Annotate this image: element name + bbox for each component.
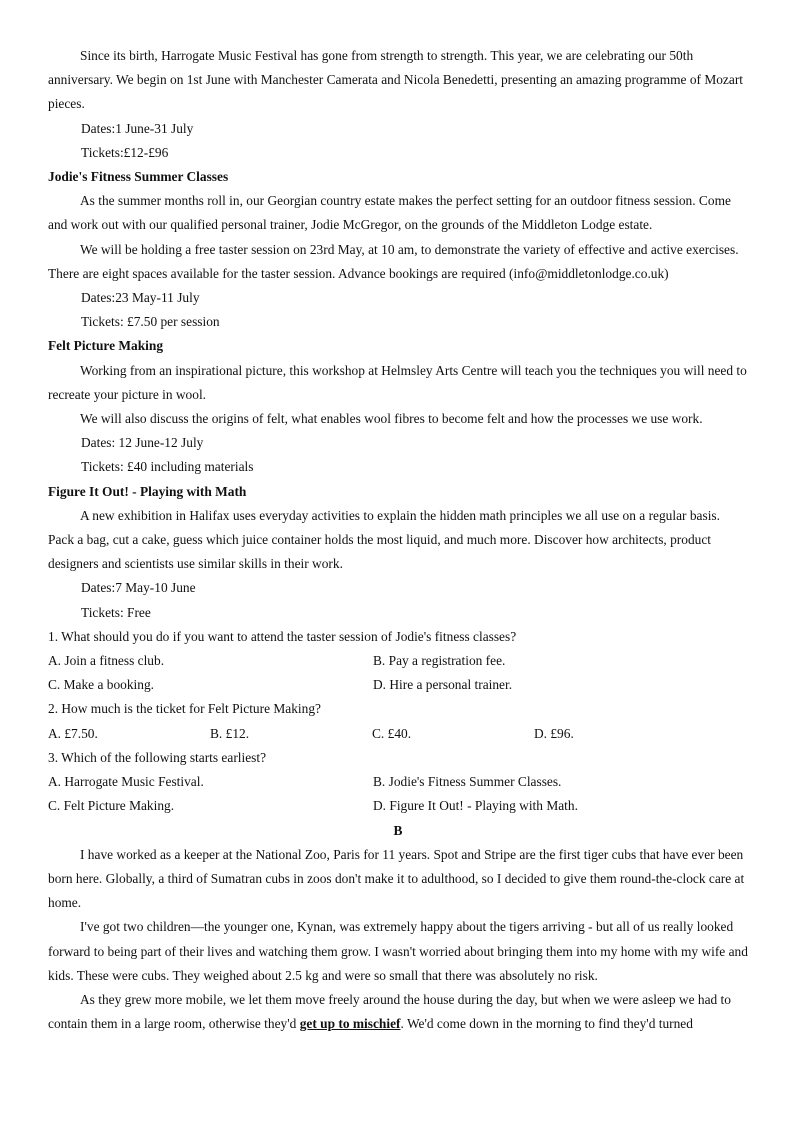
- felt-heading: Felt Picture Making: [48, 338, 164, 354]
- felt-paragraph-1: Working from an inspirational picture, this workshop at Helmsley Arts Centre will teach you the techniques you will need to recreate your picture in wool.: [48, 362, 747, 402]
- option-b: B. £12.: [210, 725, 250, 741]
- option-c: C. £40.: [372, 725, 412, 741]
- math-tickets: Tickets: Free: [81, 604, 151, 620]
- option-a: A. Join a fitness club.: [48, 653, 165, 669]
- jodie-dates: Dates:23 May-11 July: [81, 290, 200, 306]
- document-page: [48, 44, 748, 1036]
- math-heading: Figure It Out! - Playing with Math: [48, 483, 247, 499]
- section-b-paragraph-1: I have worked as a keeper at the National Zoo, Paris for 11 years. Spot and Stripe are the first tiger cubs that have ever been born here. Globally, a third of Sumatran cubs in zoos don't make it to adulthood, so I decided to give them round-the-clock care at home.: [48, 846, 745, 911]
- math-paragraph: A new exhibition in Halifax uses everyday activities to explain the hidden math principles we all use on a regular basis. Pack a bag, cut a cake, guess which juice container holds the most liquid, and much more. Discover how architects, product designers and scientists use similar skills in their work.: [48, 507, 720, 572]
- harrogate-paragraph: Since its birth, Harrogate Music Festival has gone from strength to strength. This year, we are celebrating our 50th anniversary. We begin on 1st June with Manchester Camerata and Nicola Benedetti, presenting an amazing programme of Mozart pieces.: [48, 48, 744, 112]
- paragraph-3-start: As they grew more mobile, we let them move freely around the house during the day, but when we were asleep we had to contain them in a large room, otherwise they'd: [48, 991, 731, 1032]
- option-c: C. Make a booking.: [48, 677, 154, 693]
- question-2-options: [48, 722, 748, 746]
- option-d: D. Figure It Out! - Playing with Math.: [373, 798, 578, 814]
- jodie-tickets: Tickets: £7.50 per session: [81, 314, 220, 330]
- paragraph-3-end: . We'd come down in the morning to find they'd turned: [400, 1016, 693, 1032]
- felt-dates: Dates: 12 June-12 July: [81, 435, 204, 451]
- jodie-paragraph-2: We will be holding a free taster session on 23rd May, at 10 am, to demonstrate the variety of effective and active exercises. There are eight spaces available for the taster session. Advance bookings are required (info@middletonlodge.co.uk): [48, 241, 739, 281]
- section-b-label: B: [393, 822, 403, 838]
- question-1-options: [48, 649, 748, 697]
- harrogate-dates: Dates:1 June-31 July: [81, 120, 194, 136]
- jodie-paragraph-1: As the summer months roll in, our Georgian country estate makes the perfect setting for an outdoor fitness session. Come and work out with our qualified personal trainer, Jodie McGregor, on the grounds of the Middleton Lodge estate.: [48, 193, 731, 233]
- section-b-paragraph-3: [48, 988, 748, 1036]
- option-c: C. Felt Picture Making.: [48, 798, 175, 814]
- section-b-paragraph-2: I've got two children—the younger one, Kynan, was extremely happy about the tigers arriving - but all of us really looked forward to being part of their lives and watching them grow. I wasn't worried about bringing them into my home with my wife and kids. These were cubs. They weighed about 2.5 kg and were so small that there was absolutely no risk.: [48, 919, 748, 983]
- option-b: B. Jodie's Fitness Summer Classes.: [373, 774, 562, 790]
- question-3-options: [48, 770, 748, 818]
- jodie-heading: Jodie's Fitness Summer Classes: [48, 169, 229, 185]
- question-1: 1. What should you do if you want to attend the taster session of Jodie's fitness classes?: [48, 628, 517, 644]
- option-a: A. Harrogate Music Festival.: [48, 774, 204, 790]
- option-d: D. £96.: [534, 725, 574, 741]
- question-2: 2. How much is the ticket for Felt Picture Making?: [48, 701, 321, 717]
- option-a: A. £7.50.: [48, 725, 98, 741]
- felt-paragraph-2: We will also discuss the origins of felt, what enables wool fibres to become felt and how the processes we use work.: [80, 411, 703, 427]
- option-d: D. Hire a personal trainer.: [373, 677, 513, 693]
- math-dates: Dates:7 May-10 June: [81, 580, 196, 596]
- harrogate-tickets: Tickets:£12-£96: [81, 144, 169, 160]
- felt-tickets: Tickets: £40 including materials: [81, 459, 254, 475]
- underlined-phrase: get up to mischief: [299, 1016, 401, 1032]
- option-b: B. Pay a registration fee.: [373, 653, 506, 669]
- question-3: 3. Which of the following starts earliest?: [48, 749, 267, 765]
